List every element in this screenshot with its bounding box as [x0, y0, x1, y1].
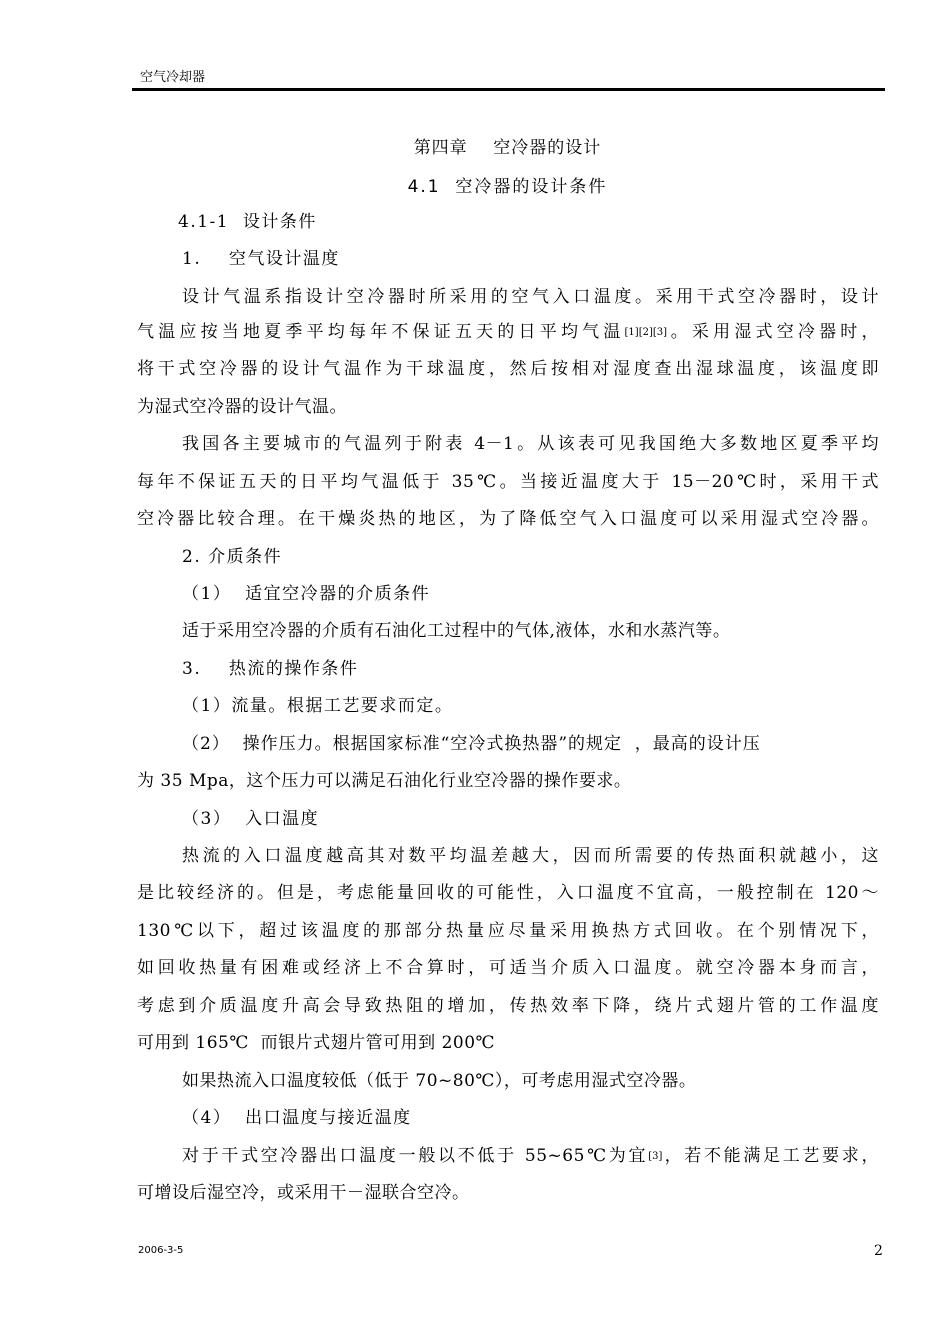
p2-line1: 我国各主要城市的气温列于附表 4－1。从该表可见我国绝大多数地区夏季平均	[182, 434, 879, 454]
p1-line2-text-a: 气温应按当地夏季平均每年不保证五天的日平均气温	[137, 322, 625, 342]
item3-sub3: （3） 入口温度	[182, 809, 320, 829]
page-number: 2	[874, 1243, 883, 1259]
item1-heading: 1. 空气设计温度	[182, 249, 340, 269]
item3-sub2-line1: （2） 操作压力。根据国家标准“空冷式换热器”的规定 ，最高的设计压	[182, 734, 761, 754]
p6-line1-text-a: 对于干式空冷器出口温度一般以不低于 55~65℃为宜	[182, 1146, 649, 1166]
item3-sub1: （1）流量。根据工艺要求而定。	[182, 696, 454, 716]
header-rule	[132, 88, 885, 91]
item3-sub4: （4） 出口温度与接近温度	[182, 1108, 412, 1128]
p1-line3: 将干式空冷器的设计气温作为干球温度，然后按相对湿度查出湿球温度，该温度即	[137, 359, 879, 379]
p3: 适于采用空冷器的介质有石油化工过程中的气体,液体，水和水蒸汽等。	[182, 621, 731, 641]
p4-line3: 130℃以下，超过该温度的那部分热量应尽量采用换热方式回收。在个别情况下，	[137, 921, 879, 941]
item3-heading: 3. 热流的操作条件	[182, 659, 359, 679]
p2-line3: 空冷器比较合理。在干燥炎热的地区，为了降低空气入口温度可以采用湿式空冷器。	[137, 509, 879, 529]
chapter-title: 第四章 空冷器的设计	[413, 138, 602, 158]
p6-line1	[182, 1146, 879, 1167]
p4-line1: 热流的入口温度越高其对数平均温差越大，因而所需要的传热面积就越小，这	[182, 846, 879, 866]
running-header: 空气冷却器	[140, 70, 206, 85]
p4-line5: 考虑到介质温度升高会导致热阻的增加，传热效率下降，绕片式翅片管的工作温度	[137, 996, 879, 1016]
item2-sub1: （1） 适宜空冷器的介质条件	[182, 584, 431, 604]
p4-line6: 可用到 165℃ 而银片式翅片管可用到 200℃	[137, 1033, 496, 1053]
item3-sub2-line2: 为 35 Mpa，这个压力可以满足石油化行业空冷器的操作要求。	[137, 771, 632, 791]
citation-ref: [3]	[648, 1151, 663, 1162]
p4-line4: 如回收热量有困难或经济上不合算时，可适当介质入口温度。就空冷器本身而言，	[137, 958, 879, 978]
p2-line2: 每年不保证五天的日平均气温低于 35℃。当接近温度大于 15－20℃时，采用干式	[137, 472, 879, 492]
footer-date: 2006-3-5	[138, 1245, 184, 1256]
p6-line2: 可增设后湿空冷，或采用干－湿联合空冷。	[137, 1183, 470, 1203]
p1-line1: 设计气温系指设计空冷器时所采用的空气入口温度。采用干式空冷器时，设计	[182, 287, 879, 307]
p5: 如果热流入口温度较低（低于 70~80℃），可考虑用湿式空冷器。	[182, 1071, 697, 1091]
section-title: 4.1 空冷器的设计条件	[407, 177, 608, 197]
p1-line4: 为湿式空冷器的设计气温。	[137, 397, 347, 417]
item2-heading: 2. 介质条件	[182, 547, 283, 567]
citation-ref: [1][2][3]	[624, 327, 668, 338]
p1-line2-text-b: 。采用湿式空冷器时，	[667, 322, 880, 342]
p6-line1-text-b: ，若不能满足工艺要求，	[662, 1146, 880, 1166]
subsection-heading: 4.1-1 设计条件	[178, 212, 317, 232]
p1-line2	[137, 322, 879, 343]
p4-line2: 是比较经济的。但是，考虑能量回收的可能性，入口温度不宜高，一般控制在 120～	[137, 883, 879, 903]
